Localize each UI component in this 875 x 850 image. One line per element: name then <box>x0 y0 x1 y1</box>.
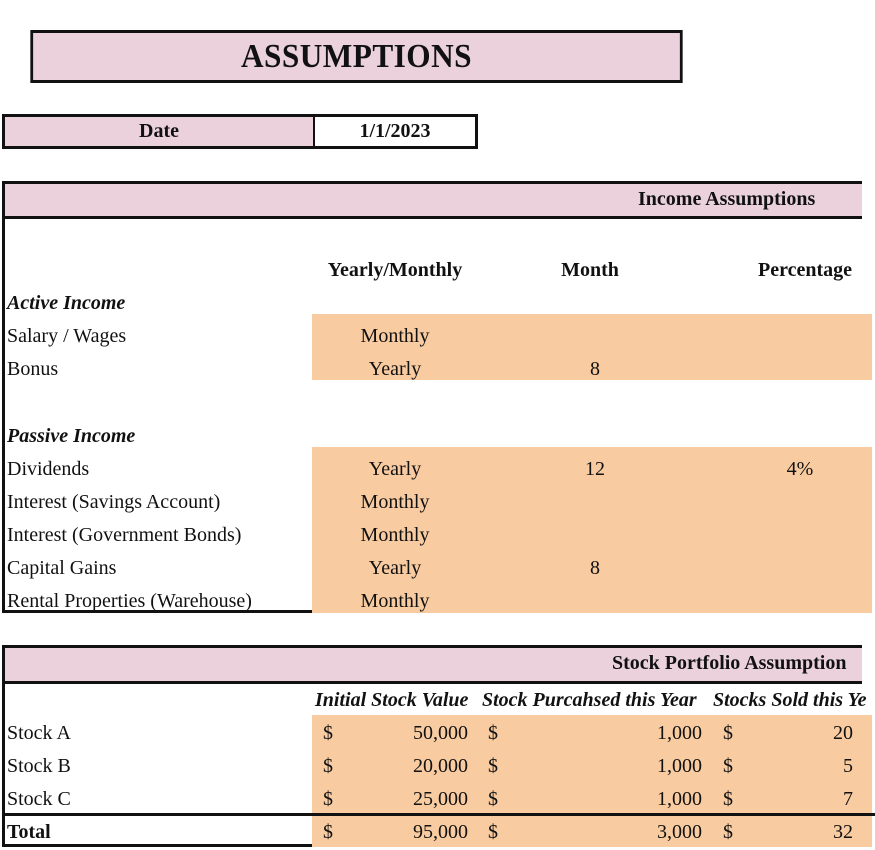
bonus-month-cell[interactable]: 8 <box>590 358 600 380</box>
interest-bonds-frequency-cell[interactable]: Monthly <box>360 524 430 546</box>
stock-portfolio-section <box>2 645 867 847</box>
row-label-dividends: Dividends <box>7 458 90 480</box>
stock-c-initial-cell[interactable]: 25,000 <box>413 788 468 810</box>
active-income-label: Active Income <box>7 292 126 314</box>
row-label-capital-gains: Capital Gains <box>7 557 117 579</box>
column-header-yearly-monthly: Yearly/Monthly <box>327 259 463 281</box>
row-label-rental-properties: Rental Properties (Warehouse) <box>7 590 252 612</box>
date-value-cell[interactable]: 1/1/2023 <box>315 117 475 146</box>
total-purchased-cell: 3,000 <box>657 821 702 843</box>
bonus-frequency-cell[interactable]: Yearly <box>368 358 422 380</box>
row-label-salary: Salary / Wages <box>7 325 127 347</box>
row-label-interest-savings: Interest (Savings Account) <box>7 491 221 513</box>
column-header-month: Month <box>561 259 619 281</box>
page-title <box>30 30 682 83</box>
column-header-initial-stock-value: Initial Stock Value <box>315 689 469 711</box>
income-assumptions-section <box>2 181 862 613</box>
dividends-month-cell[interactable]: 12 <box>585 458 605 480</box>
stock-c-sold-cell[interactable]: 7 <box>843 788 853 810</box>
column-header-stock-purchased: Stock Purcahsed this Year <box>482 689 697 711</box>
date-row <box>2 114 478 149</box>
currency-symbol: $ <box>323 722 333 744</box>
currency-symbol: $ <box>723 722 733 744</box>
capital-gains-month-cell[interactable]: 8 <box>590 557 600 579</box>
interest-savings-percentage-cell[interactable] <box>735 486 865 519</box>
currency-symbol: $ <box>488 722 498 744</box>
rental-properties-frequency-cell[interactable]: Monthly <box>360 590 430 612</box>
currency-symbol: $ <box>323 821 333 843</box>
currency-symbol: $ <box>488 821 498 843</box>
stock-b-purchased-cell[interactable]: 1,000 <box>657 755 702 777</box>
salary-month-cell[interactable] <box>525 320 665 353</box>
income-section-title: Income Assumptions <box>638 188 816 210</box>
bonus-percentage-cell[interactable] <box>735 353 865 386</box>
currency-symbol: $ <box>723 821 733 843</box>
interest-savings-frequency-cell[interactable]: Monthly <box>360 491 430 513</box>
row-label-stock-b: Stock B <box>7 755 71 777</box>
row-label-total: Total <box>7 821 51 843</box>
salary-percentage-cell[interactable] <box>735 320 865 353</box>
row-label-bonus: Bonus <box>7 358 59 380</box>
currency-symbol: $ <box>323 755 333 777</box>
dividends-frequency-cell[interactable]: Yearly <box>368 458 422 480</box>
stock-a-purchased-cell[interactable]: 1,000 <box>657 722 702 744</box>
currency-symbol: $ <box>488 788 498 810</box>
page-title-text: ASSUMPTIONS <box>240 37 473 75</box>
passive-income-label: Passive Income <box>7 425 136 447</box>
capital-gains-frequency-cell[interactable]: Yearly <box>368 557 422 579</box>
interest-bonds-month-cell[interactable] <box>525 519 665 552</box>
currency-symbol: $ <box>488 755 498 777</box>
capital-gains-percentage-cell[interactable] <box>735 552 865 585</box>
dividends-percentage-cell[interactable]: 4% <box>786 458 814 480</box>
currency-symbol: $ <box>723 788 733 810</box>
stock-b-sold-cell[interactable]: 5 <box>843 755 853 777</box>
total-sold-cell: 32 <box>833 821 853 843</box>
interest-savings-month-cell[interactable] <box>525 486 665 519</box>
stock-section-title: Stock Portfolio Assumption <box>612 652 847 674</box>
column-header-percentage: Percentage <box>757 259 853 281</box>
row-label-interest-bonds: Interest (Government Bonds) <box>7 524 242 546</box>
stock-c-purchased-cell[interactable]: 1,000 <box>657 788 702 810</box>
date-label: Date <box>5 117 315 146</box>
rental-properties-percentage-cell[interactable] <box>735 585 865 618</box>
salary-frequency-cell[interactable]: Monthly <box>360 325 430 347</box>
rental-properties-month-cell[interactable] <box>525 585 665 618</box>
currency-symbol: $ <box>323 788 333 810</box>
column-header-stocks-sold: Stocks Sold this Ye <box>713 689 867 711</box>
stock-section-header <box>5 648 862 684</box>
stock-a-sold-cell[interactable]: 20 <box>833 722 853 744</box>
row-label-stock-c: Stock C <box>7 788 71 810</box>
currency-symbol: $ <box>723 755 733 777</box>
total-initial-cell: 95,000 <box>413 821 468 843</box>
stock-a-initial-cell[interactable]: 50,000 <box>413 722 468 744</box>
interest-bonds-percentage-cell[interactable] <box>735 519 865 552</box>
income-section-header <box>5 184 862 219</box>
stock-b-initial-cell[interactable]: 20,000 <box>413 755 468 777</box>
row-label-stock-a: Stock A <box>7 722 71 744</box>
